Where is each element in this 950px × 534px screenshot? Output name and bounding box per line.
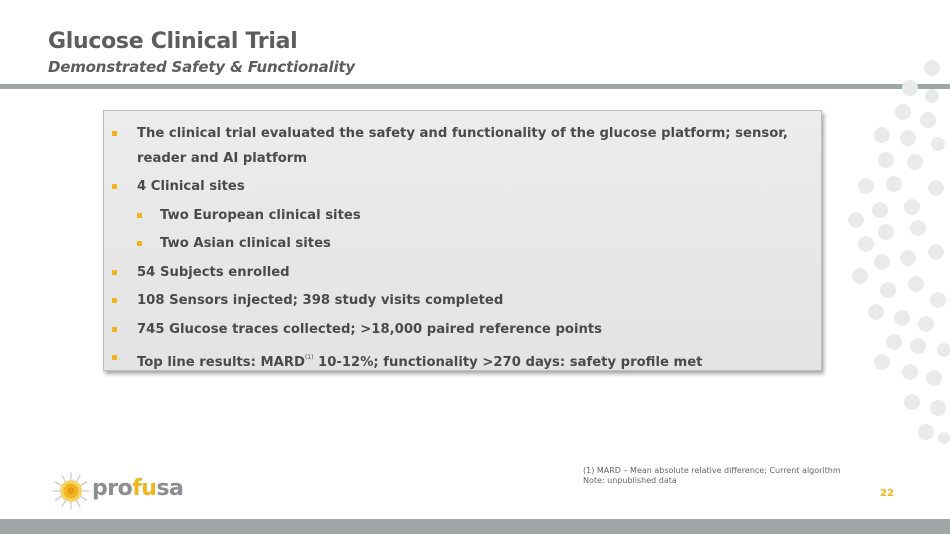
bullet-text: The clinical trial evaluated the safety and functionality of the glucose platform; sensor, reader and AI platform: [137, 126, 788, 166]
bullet-marker-icon: [137, 213, 142, 218]
bullet-marker-icon: [137, 241, 142, 246]
bullet-list: [104, 111, 821, 378]
bottom-bar: [0, 519, 950, 534]
bullet-item: [104, 173, 821, 202]
bullet-item: [104, 287, 821, 316]
slide-title: Glucose Clinical Trial: [48, 29, 298, 54]
bullet-marker-icon: [112, 131, 117, 136]
bullet-item: [104, 259, 821, 288]
slide-subtitle: Demonstrated Safety & Functionality: [48, 58, 355, 76]
bullet-item: [104, 316, 821, 345]
logo-wordmark: [92, 476, 183, 501]
content-box: [103, 110, 822, 371]
top-divider: [0, 84, 950, 89]
bullet-marker-icon: [112, 327, 117, 332]
page-number: 22: [880, 488, 894, 499]
bullet-marker-icon: [112, 298, 117, 303]
bullet-text: 108 Sensors injected; 398 study visits completed: [137, 293, 504, 308]
bullet-item: [104, 344, 821, 378]
bullet-text: 4 Clinical sites: [137, 179, 245, 194]
bullet-text: 10-12%; functionality >270 days: safety profile met: [313, 355, 703, 370]
footnote-line: (1) MARD – Mean absolute relative difference; Current algorithm: [583, 466, 841, 475]
footnote-block: [583, 466, 841, 486]
logo-text-pro: pro: [92, 476, 133, 501]
sub-bullet-item: [104, 230, 821, 259]
bullet-marker-icon: [112, 184, 117, 189]
logo-text-sa: sa: [156, 476, 184, 501]
logo-text-fu: fu: [132, 476, 157, 501]
bullet-marker-icon: [112, 270, 117, 275]
bullet-text: 54 Subjects enrolled: [137, 264, 290, 280]
bullet-text: Top line results: MARD: [137, 355, 305, 370]
footnote-reference: (1): [304, 354, 314, 361]
bullet-item: [104, 119, 821, 173]
bullet-marker-icon: [112, 355, 117, 360]
sub-bullet-item: [104, 202, 821, 231]
bullet-text: Two Asian clinical sites: [160, 236, 331, 251]
footnote-note: Note: unpublished data: [583, 476, 677, 485]
bullet-text: Two European clinical sites: [160, 207, 361, 223]
bullet-text: 745 Glucose traces collected; >18,000 paired reference points: [137, 321, 603, 337]
